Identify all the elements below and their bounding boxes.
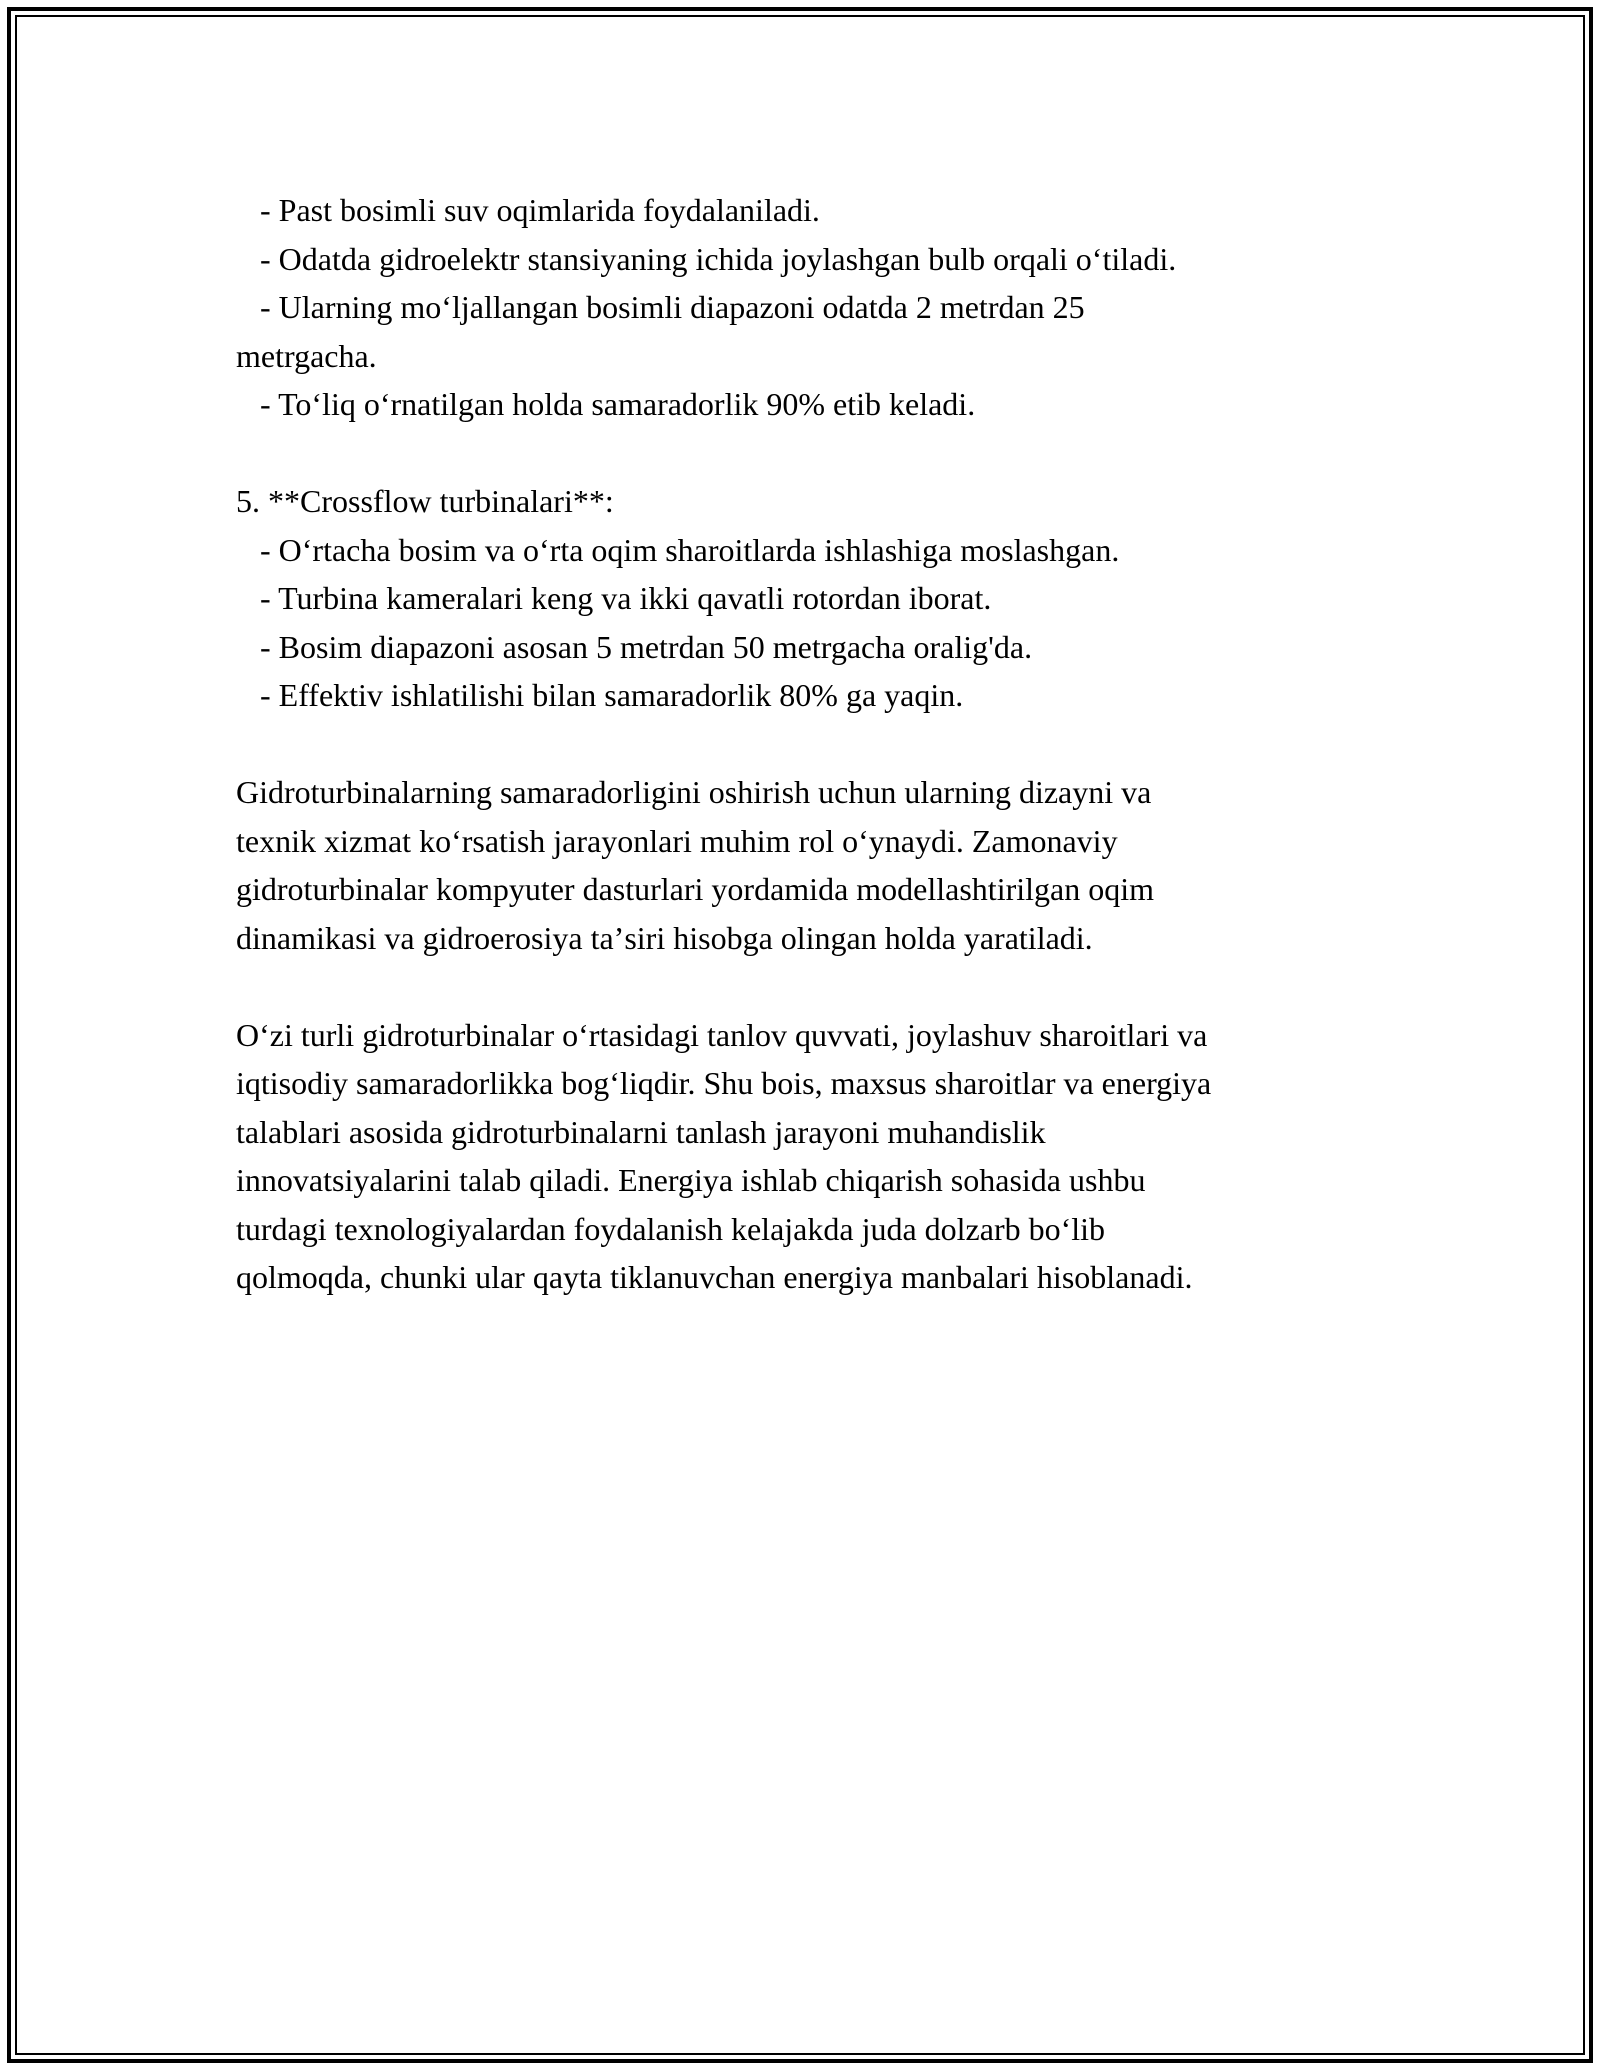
paragraph-spacer — [236, 962, 1386, 1011]
paragraph-line: turdagi texnologiyalardan foydalanish kelajakda juda dolzarb boʻlib — [236, 1210, 1106, 1247]
list-item: - Oʻrtacha bosim va oʻrta oqim sharoitlarda ishlashiga moslashgan. — [236, 531, 1120, 568]
list-item: - Turbina kameralari keng va ikki qavatli rotordan iborat. — [236, 580, 992, 616]
list-item: - Ularning moʻljallangan bosimli diapazoni odatda 2 metrdan 25 — [236, 289, 1085, 325]
list-item: - Toʻliq oʻrnatilgan holda samaradorlik 90% etib keladi. — [236, 386, 976, 422]
paragraph-line: dinamikasi va gidroerosiya taʼsiri hisobga olingan holda yaratiladi. — [236, 919, 1093, 956]
section-heading: 5. **Crossflow turbinalari**: — [236, 483, 614, 519]
paragraph-line: qolmoqda, chunki ular qayta tiklanuvchan energiya manbalari hisoblanadi. — [236, 1259, 1193, 1295]
list-item-continuation: metrgacha. — [236, 337, 377, 374]
paragraph-spacer — [236, 720, 1386, 769]
list-item: - Odatda gidroelektr stansiyaning ichida joylashgan bulb orqali oʻtiladi. — [236, 240, 1177, 277]
list-item: - Bosim diapazoni asosan 5 metrdan 50 metrgacha oralig'da. — [236, 628, 1033, 665]
paragraph-spacer — [236, 429, 1386, 478]
paragraph-line: gidroturbinalar kompyuter dasturlari yordamida modellashtirilgan oqim — [236, 871, 1154, 907]
paragraph-line: iqtisodiy samaradorlikka bogʻliqdir. Shu bois, maxsus sharoitlar va energiya — [236, 1065, 1212, 1101]
paragraph-line: texnik xizmat koʻrsatish jarayonlari muhim rol oʻynaydi. Zamonaviy — [236, 822, 1118, 859]
list-item: - Past bosimli suv oqimlarida foydalaniladi. — [236, 192, 820, 228]
bulb-turbine-list — [236, 186, 1386, 429]
paragraph-design — [236, 768, 1386, 962]
list-item: - Effektiv ishlatilishi bilan samaradorlik 80% ga yaqin. — [236, 677, 964, 713]
crossflow-section — [236, 477, 1386, 720]
paragraph-line: innovatsiyalarini talab qiladi. Energiya ishlab chiqarish sohasida ushbu — [236, 1162, 1146, 1198]
paragraph-line: Oʻzi turli gidroturbinalar oʻrtasidagi tanlov quvvati, joylashuv sharoitlari va — [236, 1016, 1208, 1053]
paragraph-selection — [236, 1011, 1386, 1302]
paragraph-line: Gidroturbinalarning samaradorligini oshirish uchun ularning dizayni va — [236, 774, 1152, 810]
paragraph-line: talablari asosida gidroturbinalarni tanlash jarayoni muhandislik — [236, 1113, 1046, 1150]
document-body — [236, 186, 1386, 1302]
